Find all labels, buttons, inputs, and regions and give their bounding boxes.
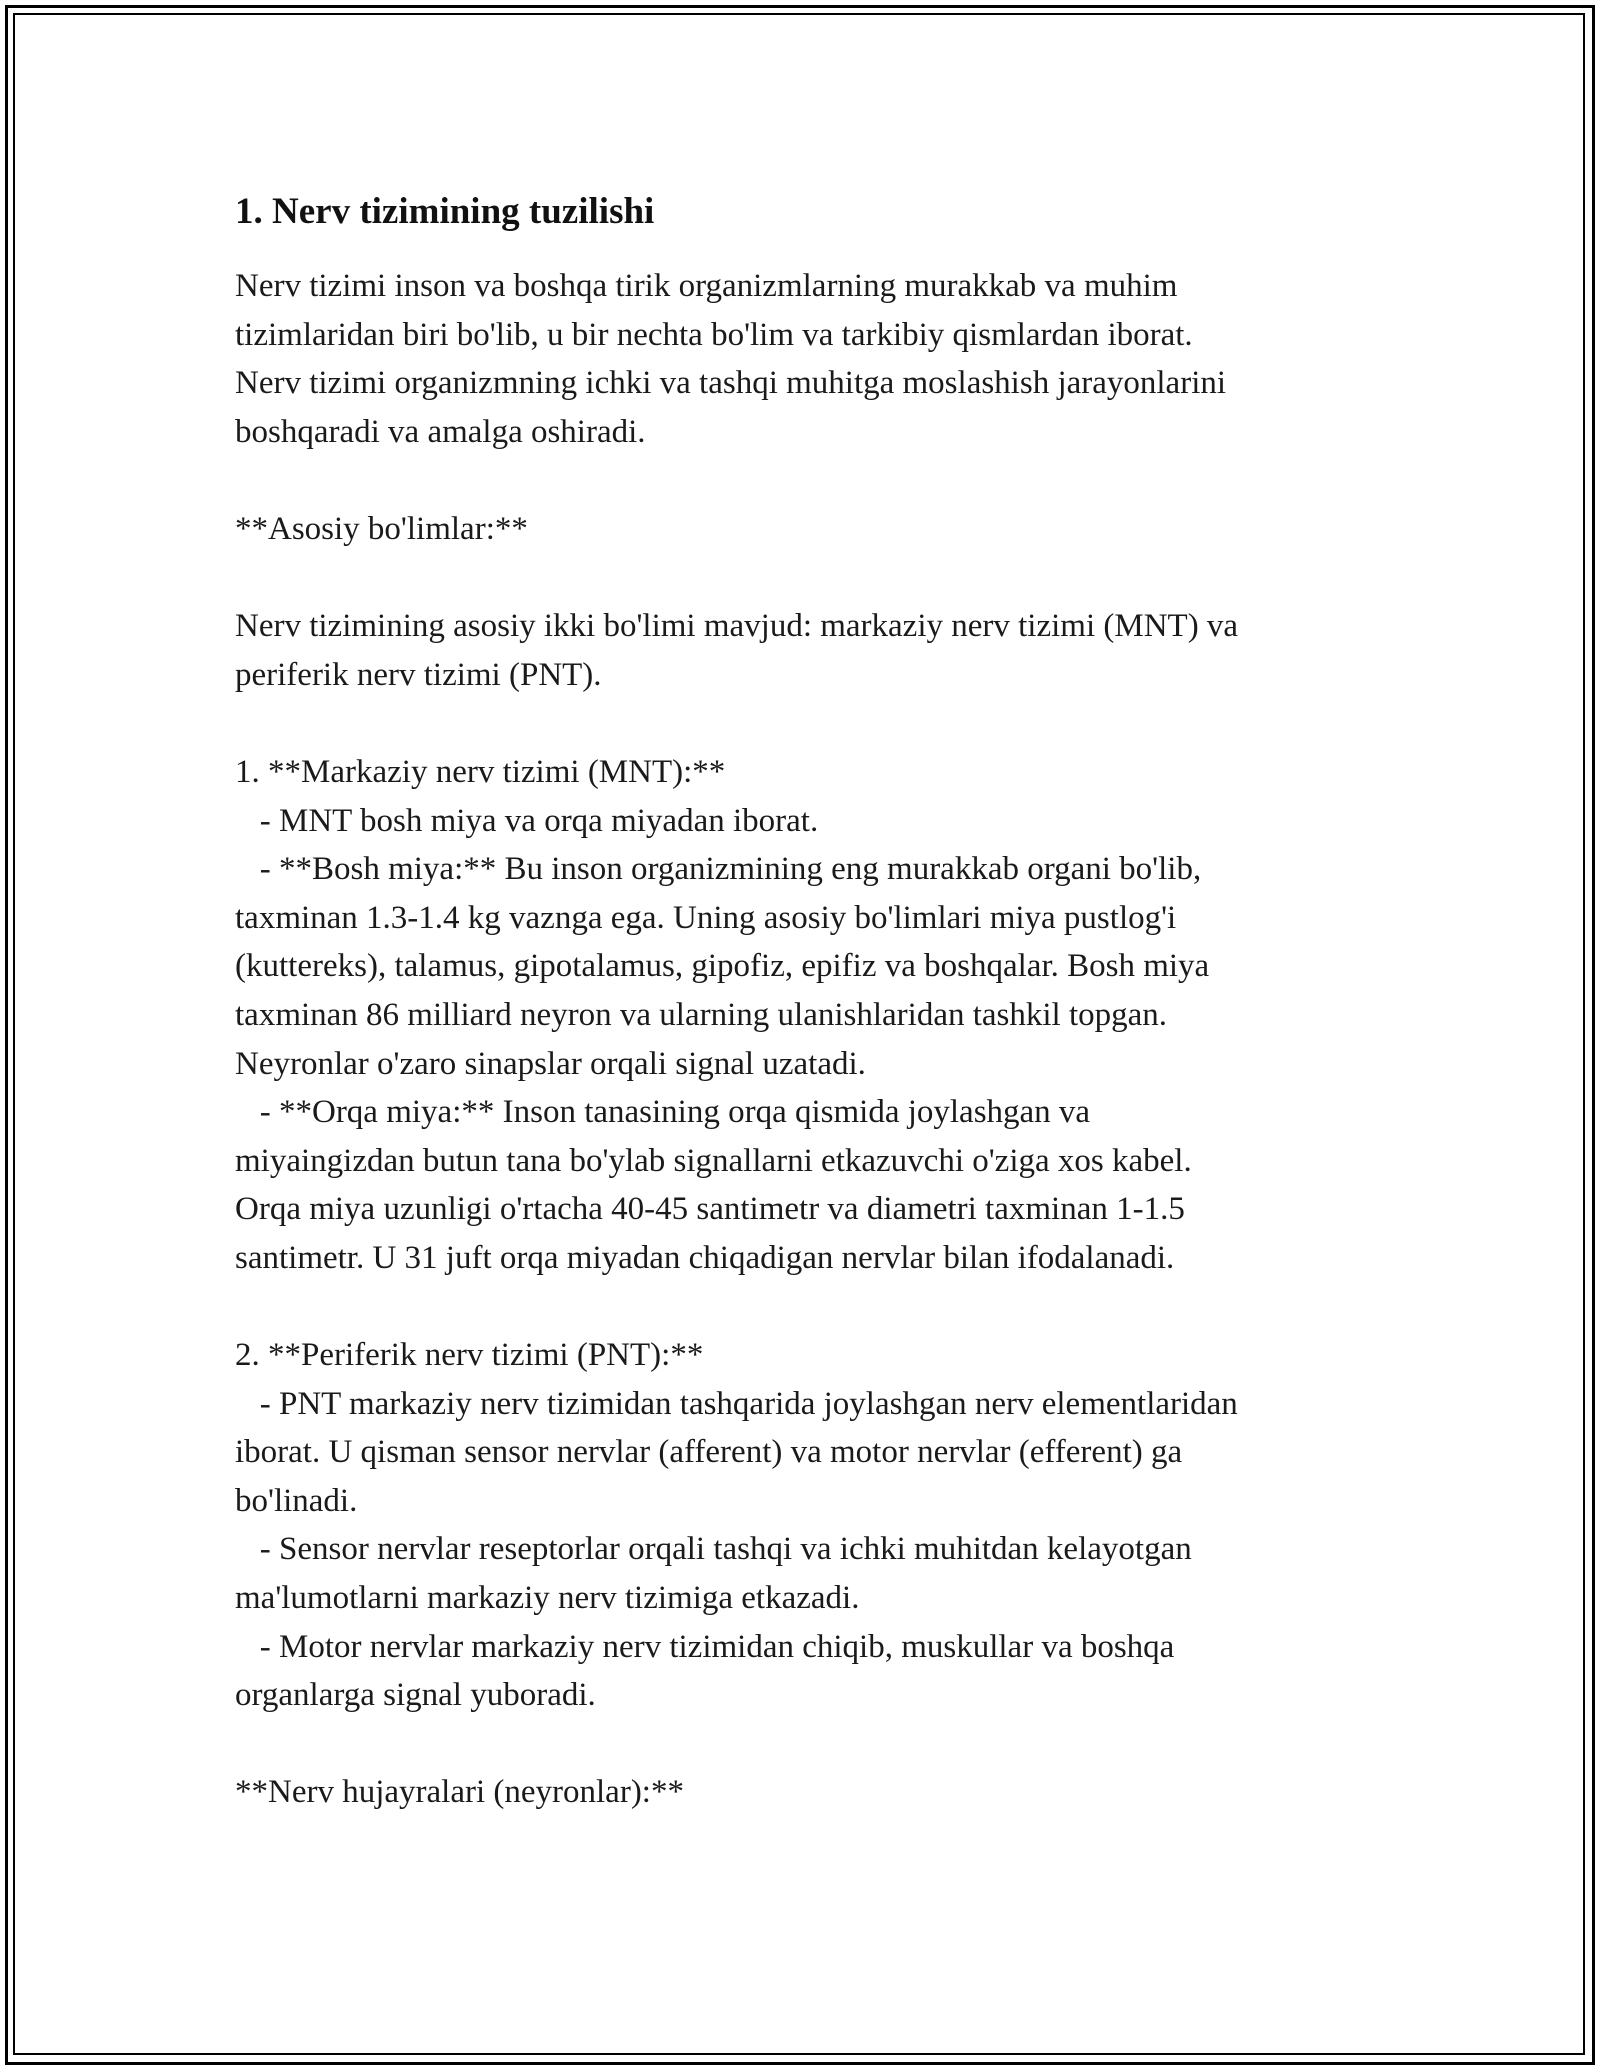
- document-body: [235, 184, 1365, 1817]
- text-line: santimetr. U 31 juft orqa miyadan chiqadigan nervlar bilan ifodalanadi.: [235, 1239, 1175, 1276]
- text-line: taxminan 86 milliard neyron va ularning ulanishlaridan tashkil topgan.: [235, 996, 1168, 1033]
- text-line: - Motor nervlar markaziy nerv tizimidan chiqib, muskullar va boshqa: [235, 1628, 1175, 1665]
- blank-line: [235, 1720, 1365, 1769]
- text-line: Orqa miya uzunligi o'rtacha 40-45 santimetr va diametri taxminan 1-1.5: [235, 1191, 1185, 1228]
- text-line: Nerv tizimi organizmning ichki va tashqi muhitga moslashish jarayonlarini: [235, 365, 1227, 402]
- text-line: **Asosiy bo'limlar:**: [235, 510, 528, 547]
- text-line: Nerv tizimining asosiy ikki bo'limi mavjud: markaziy nerv tizimi (MNT) va: [235, 608, 1239, 645]
- text-line: ma'lumotlarni markaziy nerv tizimiga etkazadi.: [235, 1580, 860, 1617]
- text-line: - **Bosh miya:** Bu inson organizmining eng murakkab organi bo'lib,: [235, 851, 1202, 888]
- text-line: tizimlaridan biri bo'lib, u bir nechta bo'lim va tarkibiy qismlardan iborat.: [235, 316, 1193, 353]
- text-line: periferik nerv tizimi (PNT).: [235, 656, 602, 693]
- text-line: boshqaradi va amalga oshiradi.: [235, 413, 646, 450]
- text-line: bo'linadi.: [235, 1482, 358, 1519]
- text-line: - Sensor nervlar reseptorlar orqali tashqi va ichki muhitdan kelayotgan: [235, 1531, 1192, 1568]
- text-line: - MNT bosh miya va orqa miyadan iborat.: [235, 802, 819, 839]
- text-line: iborat. U qisman sensor nervlar (afferent) va motor nervlar (efferent) ga: [235, 1434, 1183, 1471]
- text-line: organlarga signal yuboradi.: [235, 1677, 596, 1714]
- text-line: miyaingizdan butun tana bo'ylab signallarni etkazuvchi o'ziga xos kabel.: [235, 1142, 1192, 1179]
- text-line: Nerv tizimi inson va boshqa tirik organizmlarning murakkab va muhim: [235, 268, 1178, 304]
- text-line: 1. **Markaziy nerv tizimi (MNT):**: [235, 753, 726, 790]
- text-line: Neyronlar o'zaro sinapslar orqali signal uzatadi.: [235, 1045, 866, 1082]
- blank-line: [235, 456, 1365, 505]
- text-line: (kuttereks), talamus, gipotalamus, gipofiz, epifiz va boshqalar. Bosh miya: [235, 948, 1210, 985]
- blank-line: [235, 554, 1365, 603]
- text-line: - PNT markaziy nerv tizimidan tashqarida joylashgan nerv elementlaridan: [235, 1385, 1238, 1422]
- section-heading: 1. Nerv tizimining tuzilishi: [235, 191, 655, 232]
- text-line: 2. **Periferik nerv tizimi (PNT):**: [235, 1337, 704, 1374]
- blank-line: [235, 1282, 1365, 1331]
- text-line: - **Orqa miya:** Inson tanasining orqa qismida joylashgan va: [235, 1094, 1091, 1131]
- text-line: **Nerv hujayralari (neyronlar):**: [235, 1774, 684, 1811]
- blank-line: [235, 699, 1365, 748]
- text-line: taxminan 1.3-1.4 kg vaznga ega. Uning asosiy bo'limlari miya pustlog'i: [235, 899, 1177, 936]
- document-text: [235, 262, 1365, 1817]
